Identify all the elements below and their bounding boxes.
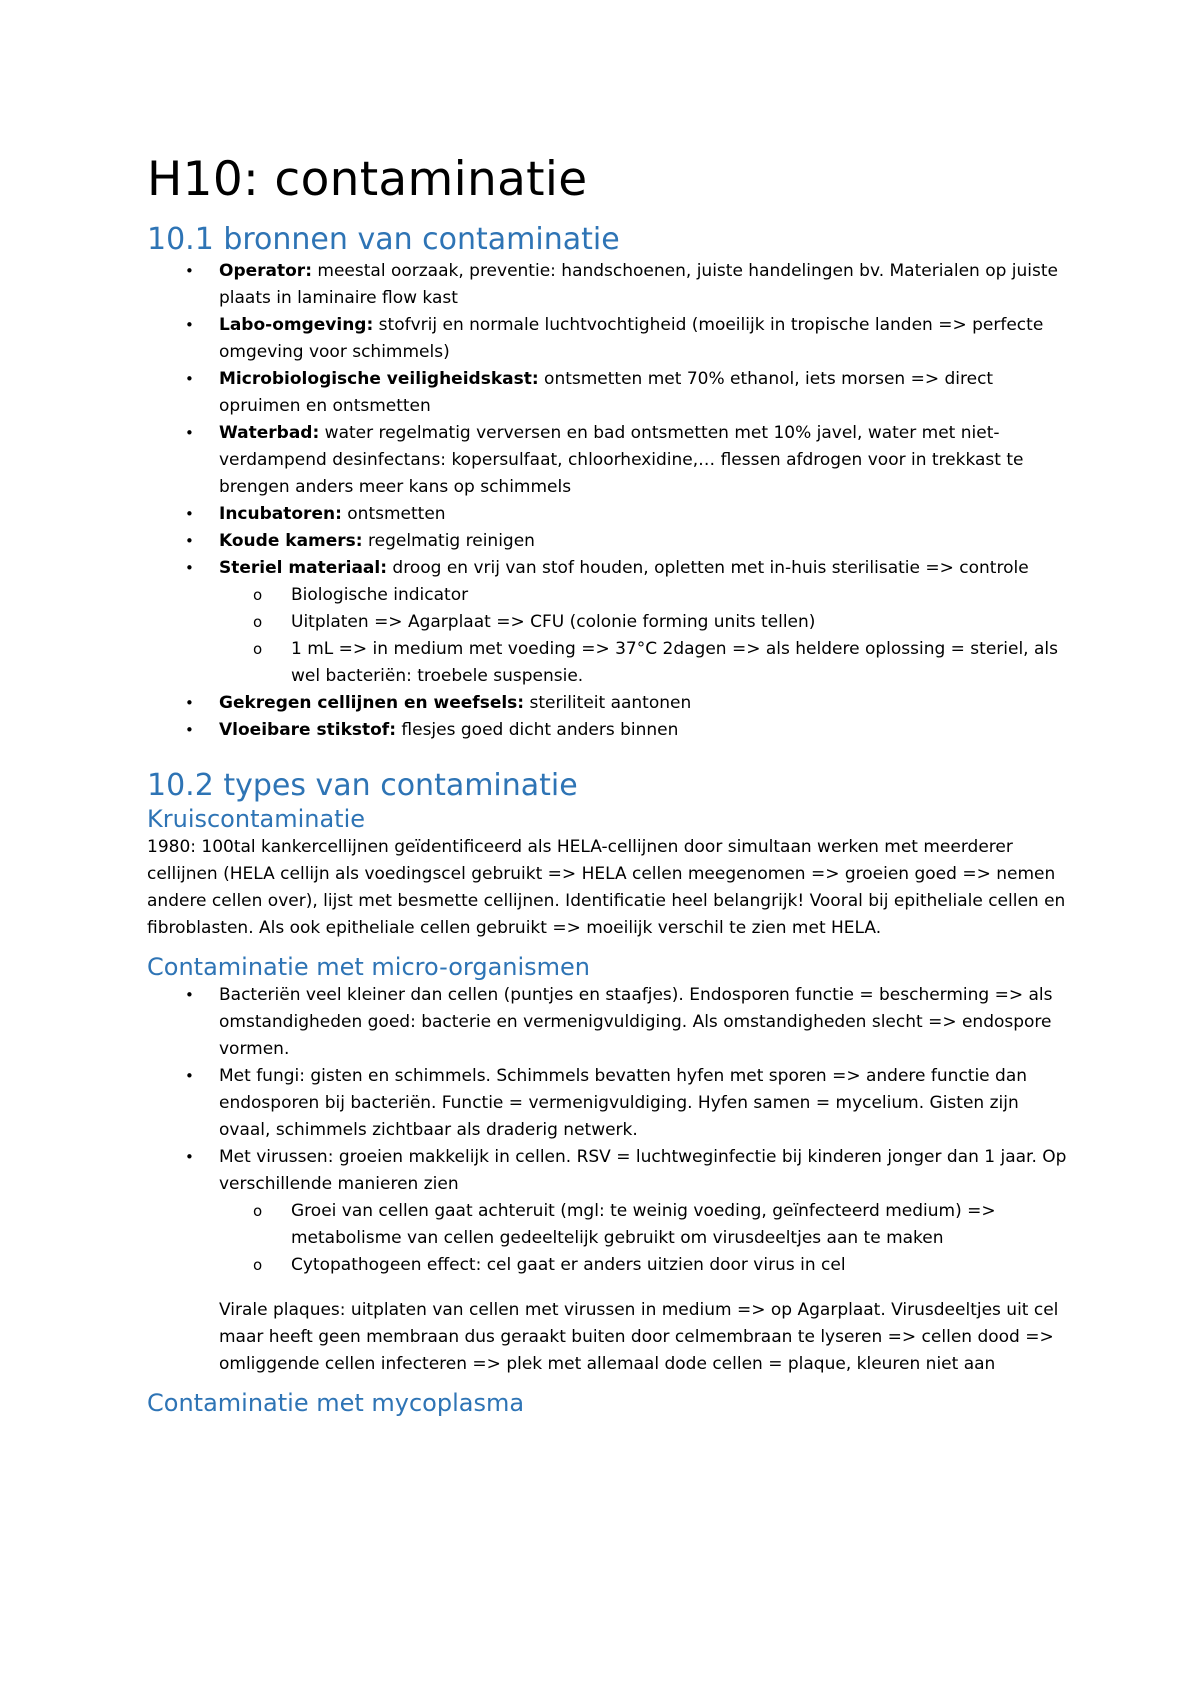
bullet-icon: •	[185, 532, 194, 550]
item-text: Bacteriën veel kleiner dan cellen (puntjes en staafjes). Endosporen functie = bescherming => als omstandigheden goed: bacterie en vermenigvuldiging. Als omstandigheden slecht => endospore vormen.	[219, 985, 1053, 1059]
item-text: Met virussen: groeien makkelijk in cellen. RSV = luchtweginfectie bij kinderen jonger dan 1 jaar. Op verschillende manieren zien	[219, 1147, 1067, 1194]
bullet-icon: •	[185, 1148, 194, 1166]
list-item	[147, 1063, 1067, 1144]
item-label: Incubatoren:	[219, 504, 342, 524]
item-label: Operator:	[219, 261, 312, 281]
sub-list-item	[219, 582, 1067, 609]
item-label: Waterbad:	[219, 423, 320, 443]
bullet-icon: •	[185, 694, 194, 712]
list-item	[147, 501, 1067, 528]
item-text: ontsmetten met 70% ethanol, iets morsen => direct opruimen en ontsmetten	[219, 369, 994, 416]
list-item	[147, 982, 1067, 1063]
bullet-icon: •	[185, 505, 194, 523]
kruiscontaminatie-paragraph: 1980: 100tal kankercellijnen geïdentificeerd als HELA-cellijnen door simultaan werken met meerderer cellijnen (HELA cellijn als voedingscel gebruikt => HELA cellen meegenomen => groeien goed => nemen andere cellen over), lijst met besmette cellijnen. Identificatie heel belangrijk! Vooral bij epitheliale cellen en fibroblasten. Als ook epitheliale cellen gebruikt => moeilijk verschil te zien met HELA.	[147, 837, 1066, 938]
sub-list-item	[219, 1198, 1067, 1252]
list-item	[147, 312, 1067, 366]
item-text: meestal oorzaak, preventie: handschoenen, juiste handelingen bv. Materialen op juiste plaats in laminaire flow kast	[219, 261, 1059, 308]
item-label: Gekregen cellijnen en weefsels:	[219, 693, 525, 713]
item-text: droog en vrij van stof houden, opletten met in-huis sterilisatie => controle	[387, 558, 1029, 578]
sub-item-text: Cytopathogeen effect: cel gaat er anders uitzien door virus in cel	[291, 1255, 846, 1275]
bullet-icon: •	[185, 424, 194, 442]
page-title: H10: contaminatie	[147, 152, 588, 207]
list-item	[147, 366, 1067, 420]
sources-list	[147, 258, 1067, 744]
sub-item-text: 1 mL => in medium met voeding => 37°C 2dagen => als heldere oplossing = steriel, als wel bacteriën: troebele suspensie.	[291, 639, 1058, 686]
sterile-sublist	[219, 582, 1067, 690]
virus-sublist	[219, 1198, 1067, 1279]
item-text: water regelmatig verversen en bad ontsmetten met 10% javel, water met niet-verdampend desinfectans: kopersulfaat, chloorhexidine,… flessen afdrogen voor in trekkast te brengen anders meer kans op schimmels	[219, 423, 1024, 497]
sub-list-item	[219, 1252, 1067, 1279]
section-heading-10-2: 10.2 types van contaminatie	[147, 768, 578, 803]
item-label: Steriel materiaal:	[219, 558, 388, 578]
circle-bullet-icon: o	[253, 613, 263, 631]
item-text: ontsmetten	[341, 504, 446, 524]
bullet-icon: •	[185, 721, 194, 739]
list-item	[147, 1144, 1067, 1279]
sub-list-item	[219, 609, 1067, 636]
circle-bullet-icon: o	[253, 640, 263, 658]
document-content	[147, 150, 1067, 1418]
item-text: regelmatig reinigen	[362, 531, 535, 551]
item-label: Koude kamers:	[219, 531, 363, 551]
item-label: Vloeibare stikstof:	[219, 720, 396, 740]
bullet-icon: •	[185, 1067, 194, 1085]
item-text: Met fungi: gisten en schimmels. Schimmels bevatten hyfen met sporen => andere functie dan endosporen bij bacteriën. Functie = vermenigvuldiging. Hyfen samen = mycelium. Gisten zijn ovaal, schimmels zichtbaar als draderig netwerk.	[219, 1066, 1028, 1140]
list-item	[147, 555, 1067, 690]
item-text: flesjes goed dicht anders binnen	[396, 720, 679, 740]
item-text: stofvrij en normale luchtvochtigheid (moeilijk in tropische landen => perfecte omgeving voor schimmels)	[219, 315, 1044, 362]
item-text: steriliteit aantonen	[524, 693, 692, 713]
circle-bullet-icon: o	[253, 1256, 263, 1274]
section-heading-10-1: 10.1 bronnen van contaminatie	[147, 222, 620, 257]
circle-bullet-icon: o	[253, 586, 263, 604]
list-item	[147, 690, 1067, 717]
sub-item-text: Groei van cellen gaat achteruit (mgl: te weinig voeding, geïnfecteerd medium) => metabolisme van cellen gedeeltelijk gebruikt om virusdeeltjes aan te maken	[291, 1201, 996, 1248]
micro-organisms-list	[147, 982, 1067, 1279]
bullet-icon: •	[185, 262, 194, 280]
bullet-icon: •	[185, 316, 194, 334]
subheading-mycoplasma: Contaminatie met mycoplasma	[147, 1389, 525, 1417]
sub-list-item	[219, 636, 1067, 690]
item-label: Labo-omgeving:	[219, 315, 374, 335]
circle-bullet-icon: o	[253, 1202, 263, 1220]
bullet-icon: •	[185, 370, 194, 388]
subheading-micro-organismen: Contaminatie met micro-organismen	[147, 953, 591, 981]
list-item	[147, 258, 1067, 312]
subheading-kruiscontaminatie: Kruiscontaminatie	[147, 805, 366, 833]
list-item	[147, 420, 1067, 501]
list-item	[147, 528, 1067, 555]
sub-item-text: Uitplaten => Agarplaat => CFU (colonie forming units tellen)	[291, 612, 816, 632]
sub-item-text: Biologische indicator	[291, 585, 469, 605]
bullet-icon: •	[185, 559, 194, 577]
virale-plaques-paragraph: Virale plaques: uitplaten van cellen met virussen in medium => op Agarplaat. Virusdeeltjes uit cel maar heeft geen membraan dus geraakt buiten door celmembraan te lyseren => cellen dood => omliggende cellen infecteren => plek met allemaal dode cellen = plaque, kleuren niet aan	[219, 1300, 1059, 1374]
list-item	[147, 717, 1067, 744]
item-label: Microbiologische veiligheidskast:	[219, 369, 539, 389]
bullet-icon: •	[185, 986, 194, 1004]
